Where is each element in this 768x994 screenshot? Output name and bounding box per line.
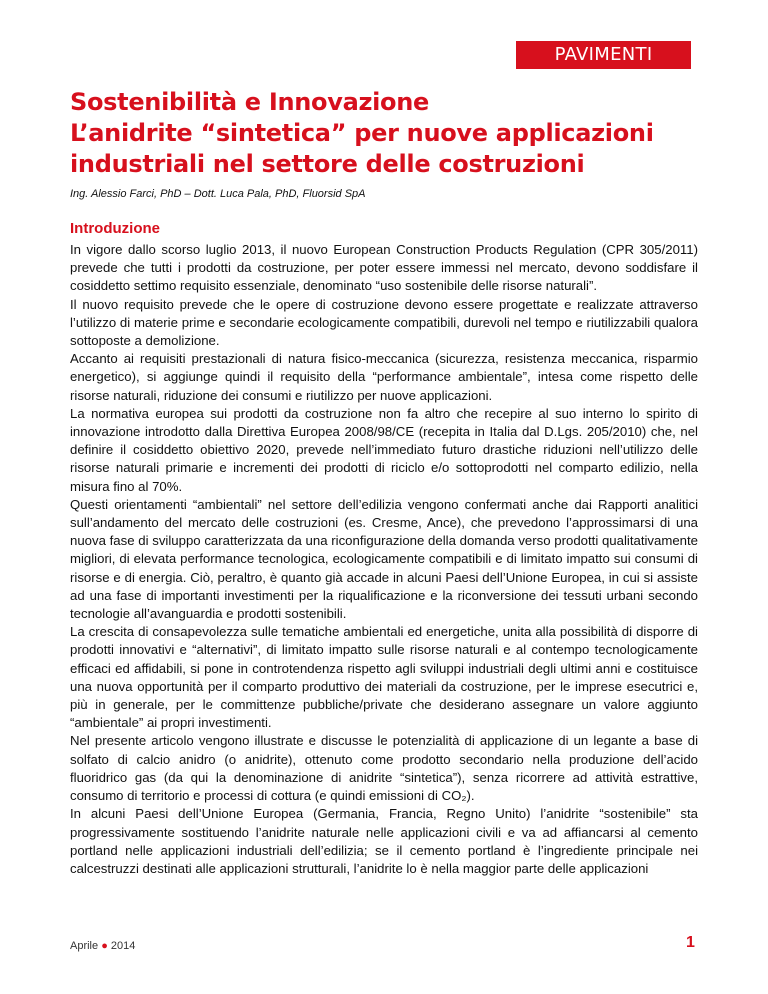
paragraph: Accanto ai requisiti prestazionali di natura fisico-meccanica (sicurezza, resistenza meccanica, risparmio energetico), si aggiunge quindi il requisito della “performance ambientale”, intesa come rispetto delle risorse naturali, riduzione dei consumi e riutilizzo per nuove applicazioni. [70, 351, 698, 403]
paragraph: In alcuni Paesi dell’Unione Europea (Germania, Francia, Regno Unito) l’anidrite “sostenibile” sta progressivamente sostituendo l’anidrite naturale nelle applicazioni civili e va ad affiancarsi al cemento portland nelle applicazioni industriali dell’edilizia; se il cemento portland è l’ingrediente principale nei calcestruzzi destinati alle applicazioni strutturali, l’anidrite lo è nella maggior parte delle applicazioni [70, 806, 698, 876]
paragraph: Il nuovo requisito prevede che le opere di costruzione devono essere progettate e realizzate attraverso l’utilizzo di materie prime e secondarie ecologicamente compatibili, durevoli nel tempo e riutilizzabili qualora sottoposte a demolizione. [70, 296, 698, 349]
paragraph: Questi orientamenti “ambientali” nel settore dell’edilizia vengono confermati anche dai Rapporti analitici sull’andamento del mercato delle costruzioni (es. Cresme, Ance), che prevedono l’approssimarsi di una nuova fase di sviluppo caratterizzata da una riconfigurazione della domanda verso prodotti qualitativamente migliori, di elevata performance tecnologica, ecologicamente compatibili e di limitato impatto sui consumi di risorse e di energia. Ciò, peraltro, è quanto già accade in alcuni Paesi dell’Unione Europea, in cui si assiste ad una fase di importanti investimenti per la riqualificazione e la riconversione dei tessuti urbani secondo tecnologie all’avanguardia e prodotti sostenibili. [70, 496, 698, 622]
authors-line: Ing. Alessio Farci, PhD – Dott. Luca Pala, PhD, Fluorsid SpA [70, 188, 366, 200]
title-line-1: Sostenibilità e Innovazione [70, 88, 430, 116]
article-body [70, 241, 698, 878]
title-line-2: L’anidrite “sintetica” per nuove applicazioni [70, 119, 654, 147]
paragraph: La normativa europea sui prodotti da costruzione non fa altro che recepire al suo interno lo spirito di innovazione introdotto dalla Direttiva Europea 2008/98/CE (recepita in Italia dal D.Lgs. 205/2010) che, nel definire il cosiddetto obiettivo 2020, prevede nell’immediato futuro drastiche riduzioni nell’utilizzo delle risorse naturali primarie e incrementi dei prodotti di riciclo e/o sottoprodotti nel comparto edilizio, nella misura fino al 70%. [70, 405, 698, 494]
page-number: 1 [686, 934, 695, 951]
bullet-icon: ● [101, 940, 108, 952]
footer-year: 2014 [110, 940, 136, 952]
section-heading: Introduzione [70, 220, 160, 237]
paragraph: La crescita di consapevolezza sulle tematiche ambientali ed energetiche, unita alla possibilità di disporre di prodotti innovativi e “alternativi”, di limitato impatto sulle risorse naturali e al contempo tecnologicamente efficaci ed affidabili, si pone in controtendenza rispetto agli sviluppi industriali degli ultimi anni e costituisce una nuova opportunità per il comparto produttivo dei materiali da costruzione, per le imprese esecutrici e, più in generale, per le committenze pubbliche/private che desiderano assegnare un valore aggiunto “ambientale” ai propri investimenti. [70, 624, 698, 731]
paragraph: Nel presente articolo vengono illustrate e discusse le potenzialità di applicazione di un legante a base di solfato di calcio anidro (o anidrite), ottenuto come prodotto secondario nella produzione dell’acido fluoridrico gas (da qui la denominazione di anidrite “sintetica”), senza ricorrere ad attività estrattive, consumo di territorio e processi di cottura (e quindi emissioni di CO₂). [70, 733, 698, 804]
title-line-3: industriali nel settore delle costruzioni [70, 150, 585, 178]
footer-month: Aprile [70, 940, 99, 952]
footer-date [70, 940, 135, 952]
article-title [70, 87, 654, 180]
section-tag: PAVIMENTI [516, 41, 691, 69]
paragraph: In vigore dallo scorso luglio 2013, il nuovo European Construction Products Regulation (CPR 305/2011) prevede che tutti i prodotti da costruzione, per poter essere immessi nel mercato, devono soddisfare il cosiddetto settimo requisito essenziale, denominato “uso sostenibile delle risorse naturali”. [70, 242, 698, 294]
